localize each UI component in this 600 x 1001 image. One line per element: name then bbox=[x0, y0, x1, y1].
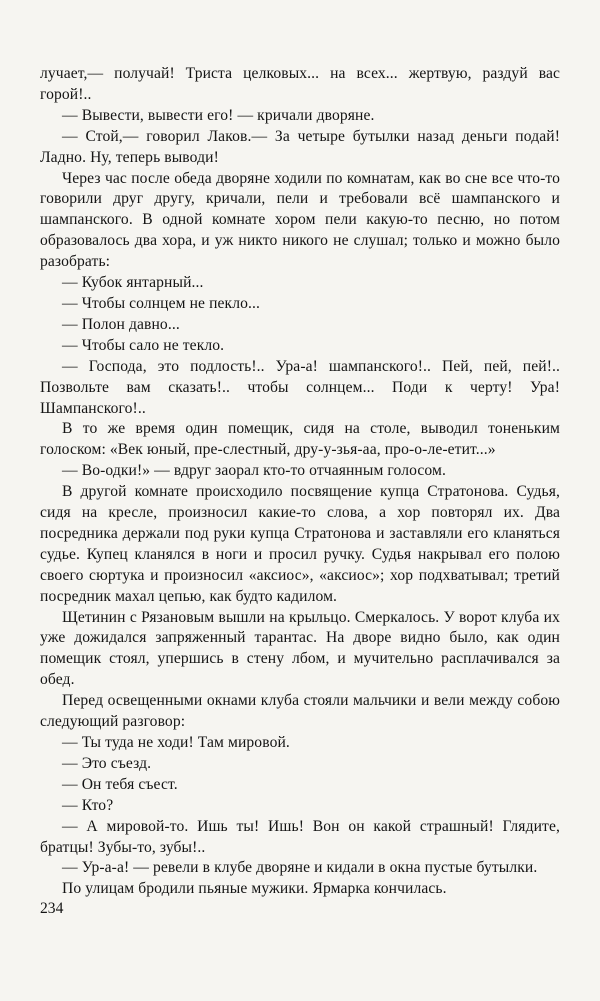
paragraph-18: — Кто? bbox=[62, 796, 114, 814]
paragraph-9: — Господа, это подлость!.. Ура-а! шампанского!.. Пей, пей, пей!.. Позвольте вам сказать!.. чтобы солнцем... Поди к черту! Ура! Шампанского!.. bbox=[40, 357, 560, 417]
paragraph-11: — Во-одки!» — вдруг заорал кто-то отчаянным голосом. bbox=[62, 462, 446, 480]
paragraph-20: — Ур-а-а! — ревели в клубе дворяне и кидали в окна пустые бутылки. bbox=[62, 859, 538, 877]
paragraph-4: Через час после обеда дворяне ходили по комнатам, как во сне все что-то говорили друг другу, кричали, пели и требовали всё шампанского и шампанского. В одной комнате хором пели какую-то песню, но потом образовалось два хора, и уж никто никого не слушал; только и можно было разобрать: bbox=[40, 169, 560, 271]
paragraph-1: лучает,— получай! Триста целковых... на всех... жертвую, раздуй вас горой!.. bbox=[40, 65, 560, 103]
paragraph-15: — Ты туда не ходи! Там мировой. bbox=[62, 734, 290, 751]
page-number: 234 bbox=[40, 900, 64, 917]
paragraph-3: — Стой,— говорил Лаков.— За четыре бутылки назад деньги подай! Ладно. Ну, теперь выводи! bbox=[40, 127, 560, 166]
paragraph-12: В другой комнате происходило посвящение купца Стратонова. Судья, сидя на кресле, произносил какие-то слова, а хор повторял их. Два посредника держали под руки купца Стратонова и заставляли его кланяться судье. Купец кланялся в ноги и просил ручку. Судья накрывал его полою своего сюртука и произносил «аксиос», «аксиос»; хор подхватывал; третий посредник махал цепью, как будто кадилом. bbox=[40, 483, 560, 605]
paragraph-19: — А мировой-то. Ишь ты! Ишь! Вон он какой страшный! Глядите, братцы! Зубы-то, зубы!.. bbox=[40, 817, 560, 856]
paragraph-2: — Вывести, вывести его! — кричали дворяне. bbox=[62, 106, 375, 124]
paragraph-16: — Это съезд. bbox=[62, 754, 152, 772]
paragraph-13: Щетинин с Рязановым вышли на крыльцо. Смеркалось. У ворот клуба их уже дожидался запряженный тарантас. На дворе видно было, как один помещик стоял, упершись в стену лбом, и мучительно расплачивался за обед. bbox=[40, 608, 560, 689]
paragraph-5: — Кубок янтарный... bbox=[62, 274, 204, 292]
paragraph-6: — Чтобы солнцем не пекло... bbox=[62, 294, 260, 312]
paragraph-10: В то же время один помещик, сидя на столе, выводил тоненьким голоском: «Век юный, пре-слестный, дру-у-зья-аа, про-о-ле-етит...» bbox=[40, 420, 560, 459]
paragraph-17: — Он тебя съест. bbox=[62, 775, 178, 793]
paragraph-7: — Полон давно... bbox=[62, 315, 180, 333]
book-page-text bbox=[40, 64, 560, 900]
paragraph-21: По улицам бродили пьяные мужики. Ярмарка кончилась. bbox=[62, 880, 447, 898]
paragraph-8: — Чтобы сало не текло. bbox=[62, 336, 225, 354]
paragraph-14: Перед освещенными окнами клуба стояли мальчики и вели между собою следующий разговор: bbox=[40, 692, 560, 731]
